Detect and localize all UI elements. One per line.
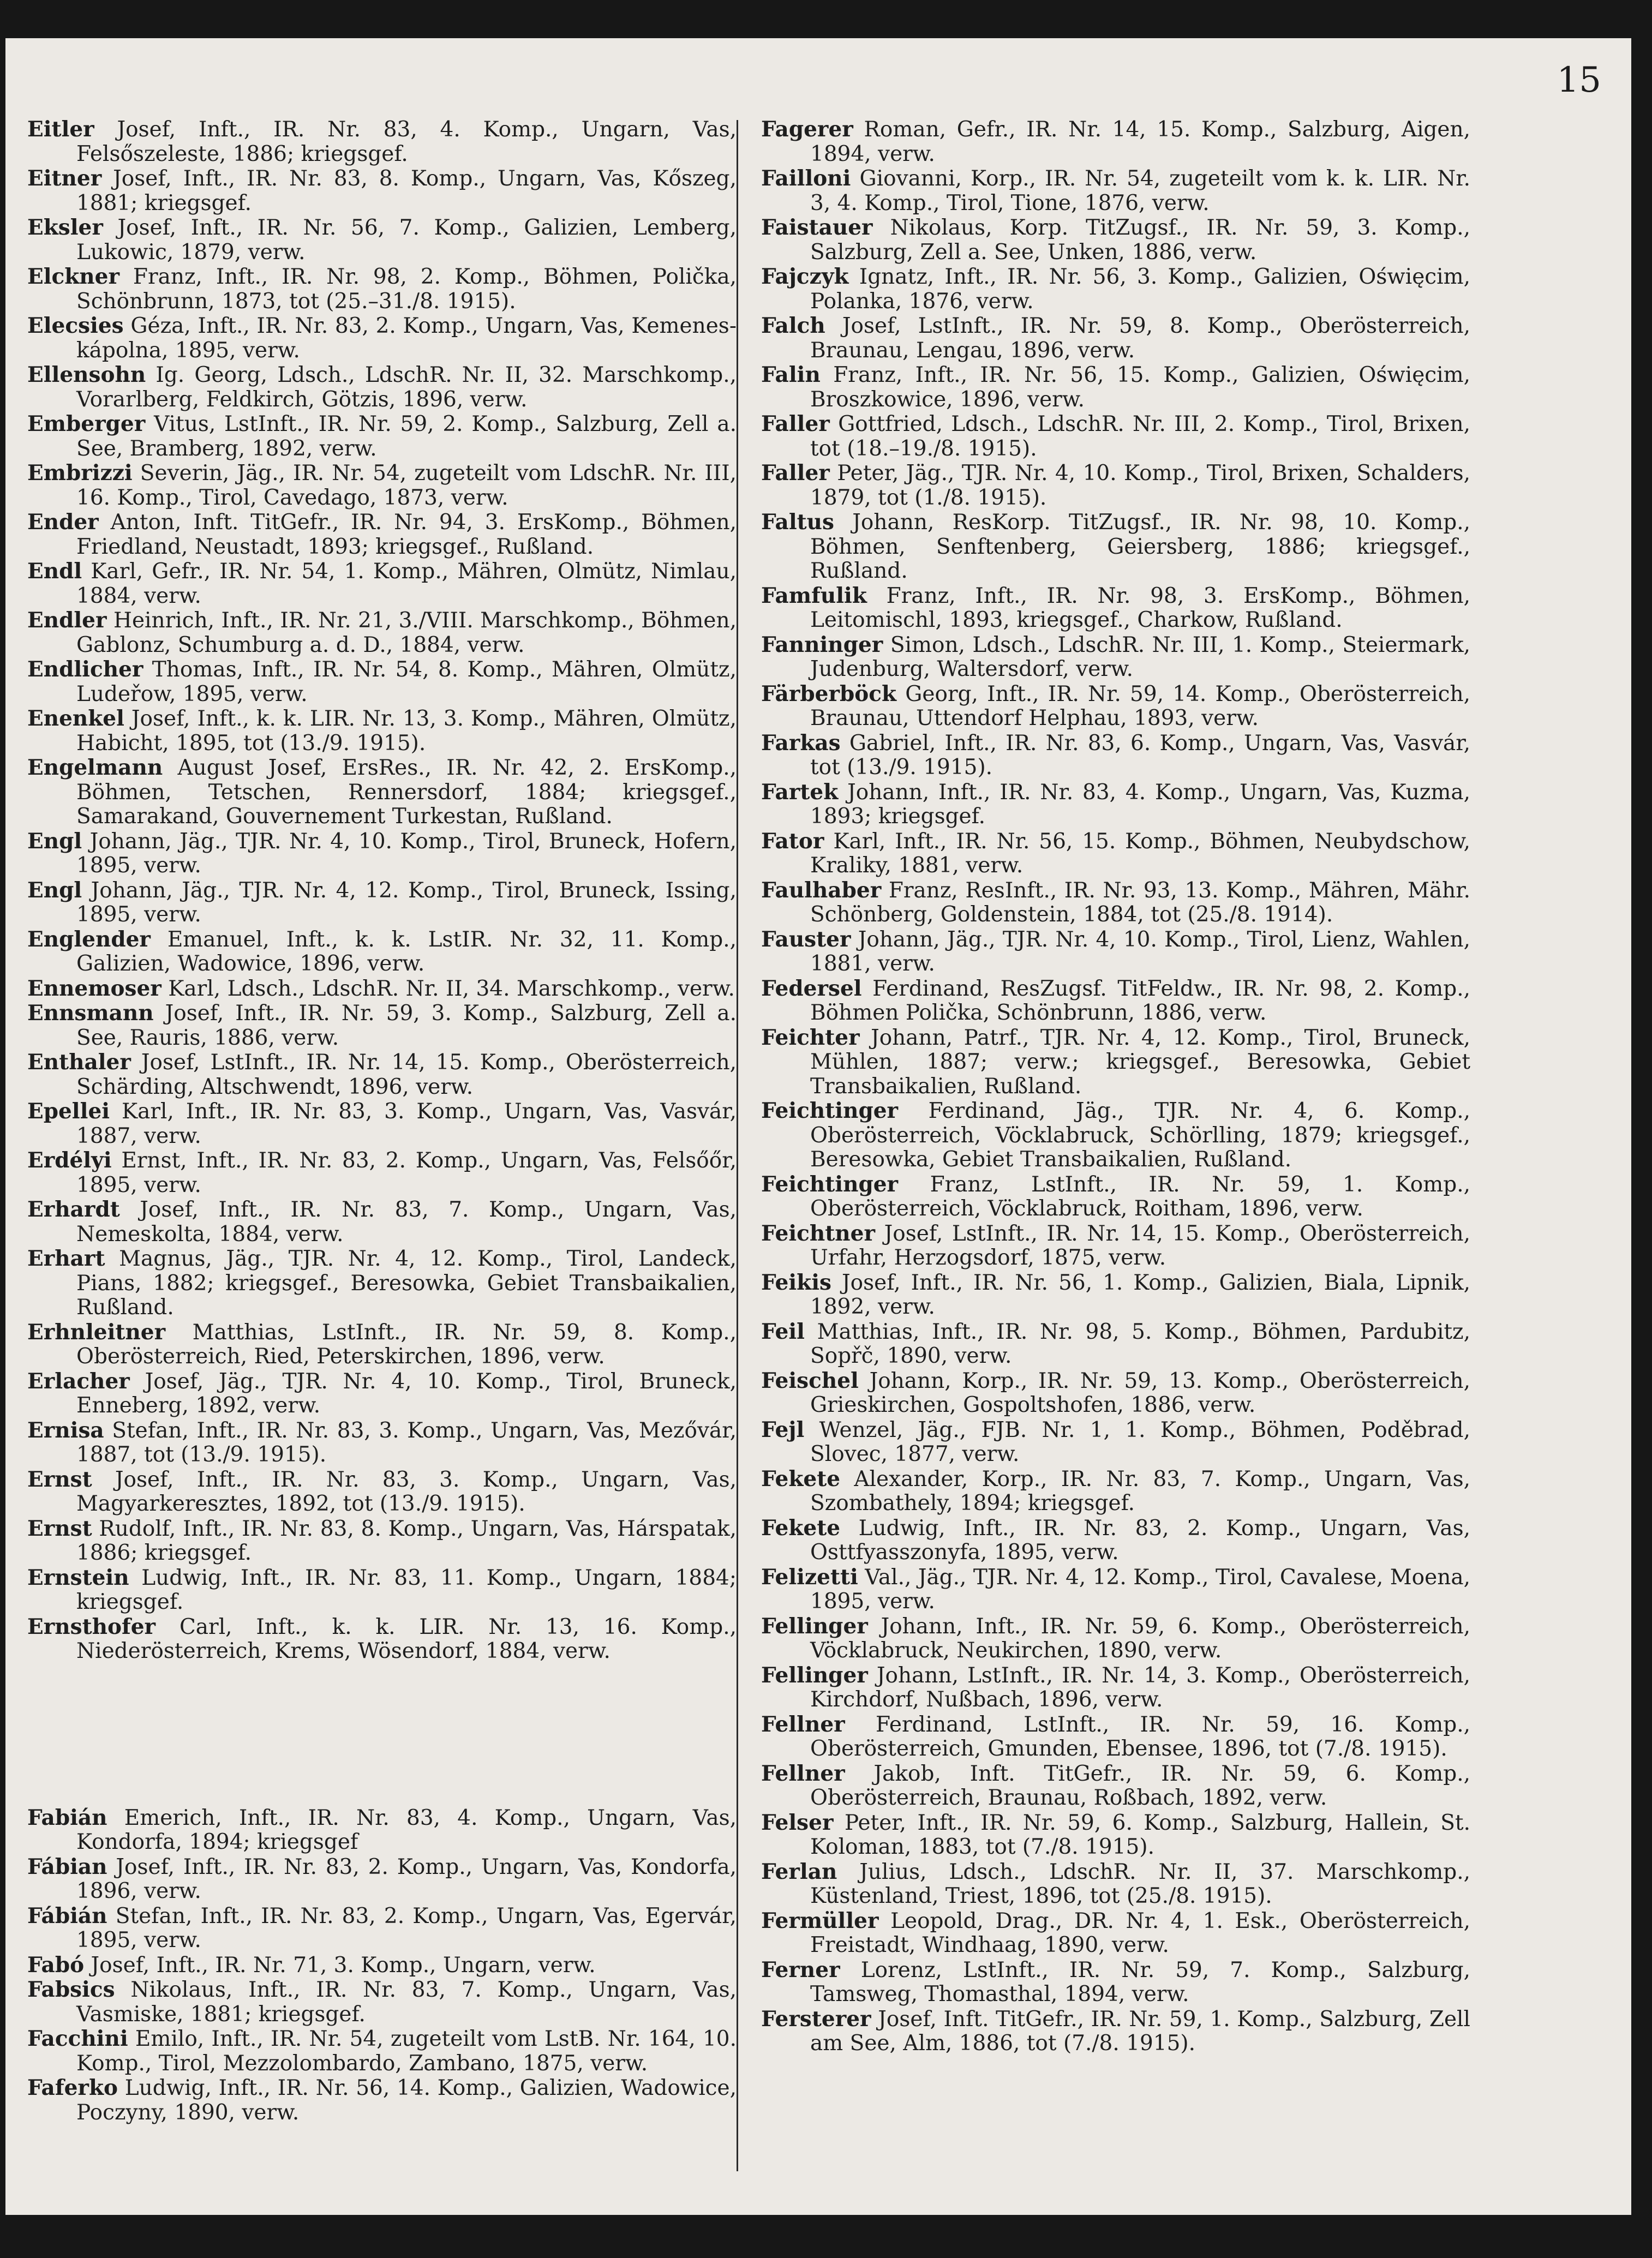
entry-details: Franz, ResInft., IR. Nr. 93, 13. Komp., Mähren, Mähr. Schönberg, Goldenstein, 1884, tot (25./8. 1914).	[810, 878, 1470, 927]
entry-details: Josef, Inft., IR. Nr. 83, 8. Komp., Ungarn, Vas, Kőszeg, 1881; kriegsgef.	[76, 166, 737, 215]
entry-surname: Elecsies	[27, 313, 124, 338]
list-entry	[27, 166, 737, 215]
entry-surname: Faferko	[27, 2075, 118, 2100]
list-entry	[27, 977, 737, 1002]
list-entry	[27, 215, 737, 265]
entry-surname: Fabsics	[27, 1977, 115, 2002]
entry-surname: Fanninger	[761, 632, 883, 657]
entry-surname: Ferner	[761, 1957, 840, 1983]
list-entry	[27, 1978, 737, 2027]
entry-details: Johann, Korp., IR. Nr. 59, 13. Komp., Oberösterreich, Grieskirchen, Gospoltshofen, 1886, verw.	[810, 1368, 1471, 1417]
entry-surname: Endler	[27, 608, 107, 633]
entry-details: Heinrich, Inft., IR. Nr. 21, 3./VIII. Marschkomp., Böhmen, Gablonz, Schumburg a. d. D., 1884, verw.	[76, 608, 737, 657]
entry-details: Josef, Inft. TitGefr., IR. Nr. 59, 1. Komp., Salzburg, Zell am See, Alm, 1886, tot (7./8. 1915).	[810, 2007, 1470, 2056]
entry-details: Franz, LstInft., IR. Nr. 59, 1. Komp., Oberösterreich, Vöcklabruck, Roitham, 1896, verw.	[810, 1172, 1470, 1221]
list-entry	[27, 1369, 737, 1418]
entry-surname: Erhnleitner	[27, 1319, 166, 1345]
entry-surname: Endlicher	[27, 657, 143, 682]
scanned-page	[5, 38, 1631, 2215]
entry-details: Ludwig, Inft., IR. Nr. 83, 11. Komp., Ungarn, 1884; kriegsgef.	[76, 1565, 737, 1614]
entry-details: Josef, LstInft., IR. Nr. 14, 15. Komp., Oberösterreich, Schärding, Altschwendt, 1896, verw.	[76, 1050, 737, 1099]
entry-details: Alexander, Korp., IR. Nr. 83, 7. Komp., Ungarn, Vas, Szombathely, 1894; kriegsgef.	[810, 1466, 1470, 1516]
entry-surname: Feichtinger	[761, 1098, 899, 1123]
entry-details: Emilo, Inft., IR. Nr. 54, zugeteilt vom LstB. Nr. 164, 10. Komp., Tirol, Mezzolombardo, Zambano, 1875, verw.	[76, 2027, 737, 2076]
entry-details: Nikolaus, Inft., IR. Nr. 83, 7. Komp., Ungarn, Vas, Vasmiske, 1881; kriegsgef.	[76, 1978, 737, 2027]
entry-surname: Erdélyi	[27, 1148, 112, 1173]
entry-surname: Erhardt	[27, 1197, 120, 1222]
entry-surname: Feikis	[761, 1269, 831, 1295]
entry-details: Johann, ResKorp. TitZugsf., IR. Nr. 98, 10. Komp., Böhmen, Senftenberg, Geiersberg, 1886; kriegsgef., Rußland.	[810, 510, 1470, 583]
entry-details: Josef, LstInft., IR. Nr. 14, 15. Komp., Oberösterreich, Urfahr, Herzogsdorf, 1875, verw.	[810, 1221, 1470, 1270]
entry-surname: Ernst	[27, 1466, 92, 1492]
list-entry	[27, 756, 737, 829]
entry-details: Rudolf, Inft., IR. Nr. 83, 8. Komp., Ungarn, Vas, Hárspatak, 1886; kriegsgef.	[76, 1516, 737, 1565]
list-entry	[761, 1271, 1470, 1320]
entry-surname: Fekete	[761, 1515, 841, 1541]
entry-surname: Fábián	[27, 1903, 107, 1928]
list-entry	[27, 878, 737, 927]
list-entry	[761, 1762, 1470, 1811]
entry-surname: Faller	[761, 460, 830, 486]
list-entry	[761, 584, 1470, 633]
entry-details: Ferdinand, LstInft., IR. Nr. 59, 16. Komp., Oberösterreich, Gmunden, Ebensee, 1896, tot (7./8. 1915).	[810, 1712, 1470, 1761]
list-entry	[761, 363, 1470, 412]
entry-details: Ferdinand, ResZugsf. TitFeldw., IR. Nr. 98, 2. Komp., Böhmen Polička, Schönbrunn, 1886, verw.	[810, 976, 1470, 1025]
list-entry	[27, 927, 737, 977]
section-gap	[27, 1664, 737, 1806]
entry-surname: Fermüller	[761, 1908, 879, 1933]
entry-surname: Ellensohn	[27, 362, 146, 387]
entry-details: Josef, Inft., IR. Nr. 59, 3. Komp., Salzburg, Zell a. See, Rauris, 1886, verw.	[76, 1001, 737, 1050]
entry-details: Ludwig, Inft., IR. Nr. 83, 2. Komp., Ungarn, Vas, Osttfyasszonyfa, 1895, verw.	[810, 1516, 1470, 1565]
list-entry	[761, 314, 1470, 363]
entry-surname: Faistauer	[761, 215, 873, 240]
entry-surname: Färberböck	[761, 681, 897, 706]
entry-surname: Ernisa	[27, 1417, 104, 1443]
list-entry	[27, 1148, 737, 1197]
page-number: 15	[1557, 60, 1601, 100]
entry-surname: Engelmann	[27, 755, 163, 780]
list-entry	[27, 1468, 737, 1517]
entries-f	[27, 1806, 737, 2125]
list-entry	[761, 633, 1470, 682]
entry-details: Ludwig, Inft., IR. Nr. 56, 14. Komp., Galizien, Wadowice, Poczyny, 1890, verw.	[76, 2076, 737, 2125]
list-entry	[761, 510, 1470, 584]
entry-surname: Engl	[27, 828, 82, 854]
right-column	[761, 117, 1470, 2056]
entry-surname: Ennemoser	[27, 975, 161, 1001]
entry-details: Vitus, LstInft., IR. Nr. 59, 2. Komp., Salzburg, Zell a. See, Bramberg, 1892, verw.	[76, 412, 737, 461]
list-entry	[761, 1712, 1470, 1762]
entry-details: Géza, Inft., IR. Nr. 83, 2. Komp., Ungarn, Vas, Kemenes-kápolna, 1895, verw.	[76, 314, 737, 363]
entry-surname: Facchini	[27, 2026, 128, 2051]
entry-surname: Fekete	[761, 1466, 841, 1492]
entry-details: Peter, Inft., IR. Nr. 59, 6. Komp., Salzburg, Hallein, St. Koloman, 1883, tot (7./8. 1915).	[810, 1810, 1470, 1859]
list-entry	[761, 878, 1470, 927]
entry-details: Nikolaus, Korp. TitZugsf., IR. Nr. 59, 3. Komp., Salzburg, Zell a. See, Unken, 1886, verw.	[810, 215, 1470, 265]
list-entry	[27, 829, 737, 878]
entry-surname: Eitler	[27, 117, 94, 142]
entries-e	[27, 117, 737, 1664]
list-entry	[761, 1811, 1470, 1860]
entry-surname: Fersterer	[761, 2006, 871, 2032]
entry-details: Peter, Jäg., TJR. Nr. 4, 10. Komp., Tirol, Brixen, Schalders, 1879, tot (1./8. 1915).	[810, 461, 1470, 510]
list-entry	[761, 166, 1470, 215]
list-entry	[27, 1099, 737, 1148]
entry-details: Gabriel, Inft., IR. Nr. 83, 6. Komp., Ungarn, Vas, Vasvár, tot (13./9. 1915).	[810, 730, 1470, 780]
list-entry	[761, 412, 1470, 461]
list-entry	[27, 559, 737, 608]
entry-surname: Engl	[27, 877, 82, 903]
entry-details: Georg, Inft., IR. Nr. 59, 14. Komp., Oberösterreich, Braunau, Uttendorf Helphau, 1893, verw.	[810, 681, 1470, 730]
entry-surname: Ferlan	[761, 1859, 837, 1884]
list-entry	[761, 1516, 1470, 1565]
list-entry	[761, 977, 1470, 1026]
list-entry	[761, 2007, 1470, 2056]
list-entry	[761, 1320, 1470, 1369]
entry-surname: Fábian	[27, 1854, 107, 1879]
list-entry	[27, 265, 737, 314]
entry-surname: Ennsmann	[27, 1001, 154, 1026]
entry-surname: Ernst	[27, 1516, 92, 1541]
list-entry	[27, 1001, 737, 1050]
entry-surname: Fabián	[27, 1805, 107, 1830]
list-entry	[761, 927, 1470, 977]
entry-surname: Ernsthofer	[27, 1614, 156, 1639]
list-entry	[761, 1369, 1470, 1418]
list-entry	[761, 1467, 1470, 1516]
column-divider	[737, 120, 738, 2171]
list-entry	[27, 1418, 737, 1468]
entry-surname: Falin	[761, 362, 821, 387]
entry-surname: Erlacher	[27, 1368, 130, 1394]
entry-details: Ernst, Inft., IR. Nr. 83, 2. Komp., Ungarn, Vas, Felsőőr, 1895, verw.	[76, 1148, 737, 1197]
entry-details: Magnus, Jäg., TJR. Nr. 4, 12. Komp., Tirol, Landeck, Pians, 1882; kriegsgef., Beresowka, Gebiet Transbaikalien, Rußland.	[76, 1247, 737, 1320]
entry-surname: Faltus	[761, 510, 834, 535]
list-entry	[761, 1958, 1470, 2007]
entry-details: Stefan, Inft., IR. Nr. 83, 3. Komp., Ungarn, Vas, Mezővár, 1887, tot (13./9. 1915).	[76, 1418, 737, 1467]
list-entry	[27, 314, 737, 363]
list-entry	[761, 461, 1470, 510]
entry-surname: Fajczyk	[761, 264, 849, 289]
entry-details: Severin, Jäg., IR. Nr. 54, zugeteilt vom LdschR. Nr. III, 16. Komp., Tirol, Cavedago, 1873, verw.	[76, 461, 737, 510]
list-entry	[761, 265, 1470, 314]
entry-details: Josef, Inft., IR. Nr. 56, 1. Komp., Galizien, Biala, Lipnik, 1892, verw.	[810, 1270, 1470, 1319]
entry-details: Franz, Inft., IR. Nr. 98, 2. Komp., Böhmen, Polička, Schönbrunn, 1873, tot (25.–31./8. 1915).	[76, 265, 737, 314]
list-entry	[761, 215, 1470, 265]
list-entry	[27, 2027, 737, 2076]
list-entry	[27, 1517, 737, 1566]
list-entry	[27, 1855, 737, 1904]
entry-surname: Fabó	[27, 1952, 85, 1978]
entry-surname: Fellinger	[761, 1662, 868, 1688]
entry-surname: Fator	[761, 828, 824, 854]
entry-surname: Englender	[27, 926, 151, 952]
entry-details: Josef, LstInft., IR. Nr. 59, 8. Komp., Oberösterreich, Braunau, Lengau, 1896, verw.	[810, 314, 1470, 363]
entry-surname: Faulhaber	[761, 877, 882, 903]
entry-details: Simon, Ldsch., LdschR. Nr. III, 1. Komp., Steiermark, Judenburg, Waltersdorf, verw.	[810, 632, 1470, 681]
entry-details: Johann, Jäg., TJR. Nr. 4, 10. Komp., Tirol, Bruneck, Hofern, 1895, verw.	[76, 829, 737, 878]
list-entry	[761, 1172, 1470, 1221]
entry-details: August Josef, ErsRes., IR. Nr. 42, 2. ErsKomp., Böhmen, Tetschen, Rennersdorf, 1884; kriegsgef., Samarakand, Gouvernement Turkestan, Rußland.	[76, 756, 737, 829]
list-entry	[27, 657, 737, 706]
entry-details: Karl, Inft., IR. Nr. 83, 3. Komp., Ungarn, Vas, Vasvár, 1887, verw.	[76, 1099, 737, 1148]
entry-details: Johann, Inft., IR. Nr. 59, 6. Komp., Oberösterreich, Vöcklabruck, Neukirchen, 1890, verw.	[810, 1614, 1470, 1663]
entry-surname: Feichtinger	[761, 1171, 899, 1197]
entry-surname: Epellei	[27, 1099, 110, 1124]
entry-details: Josef, Jäg., TJR. Nr. 4, 10. Komp., Tirol, Bruneck, Enneberg, 1892, verw.	[76, 1369, 737, 1418]
entry-surname: Felizetti	[761, 1564, 858, 1590]
list-entry	[27, 117, 737, 166]
entry-surname: Fauster	[761, 926, 851, 952]
entry-details: Josef, Inft., k. k. LIR. Nr. 13, 3. Komp., Mähren, Olmütz, Habicht, 1895, tot (13./9. 1915).	[76, 706, 737, 756]
entry-surname: Fellner	[761, 1760, 845, 1786]
entry-surname: Emberger	[27, 411, 146, 436]
entry-surname: Failloni	[761, 166, 851, 191]
entry-details: Matthias, Inft., IR. Nr. 98, 5. Komp., Böhmen, Pardubitz, Sopřč, 1890, verw.	[810, 1319, 1470, 1368]
entry-details: Josef, Inft., IR. Nr. 83, 2. Komp., Ungarn, Vas, Kondorfa, 1896, verw.	[76, 1854, 737, 1903]
entry-details: Johann, Inft., IR. Nr. 83, 4. Komp., Ungarn, Vas, Kuzma, 1893; kriegsgef.	[810, 780, 1470, 829]
entry-surname: Ernstein	[27, 1565, 129, 1590]
entry-details: Josef, Inft., IR. Nr. 83, 3. Komp., Ungarn, Vas, Magyarkeresztes, 1892, tot (13./9. 1915).	[76, 1467, 737, 1516]
list-entry	[27, 706, 737, 756]
entry-details: Ferdinand, Jäg., TJR. Nr. 4, 6. Komp., Oberösterreich, Vöcklabruck, Schörlling, 1879; kriegsgef., Beresowka, Gebiet Transbaikalien, Rußland.	[810, 1099, 1470, 1172]
entry-details: Val., Jäg., TJR. Nr. 4, 12. Komp., Tirol, Cavalese, Moena, 1895, verw.	[810, 1565, 1470, 1614]
entry-surname: Feichter	[761, 1025, 860, 1050]
entry-details: Lorenz, LstInft., IR. Nr. 59, 7. Komp., Salzburg, Tamsweg, Thomasthal, 1894, verw.	[810, 1957, 1470, 2007]
entry-surname: Ender	[27, 510, 99, 535]
list-entry	[27, 1953, 737, 1978]
list-entry	[761, 1614, 1470, 1663]
entry-surname: Fagerer	[761, 117, 853, 142]
entry-details: Anton, Inft. TitGefr., IR. Nr. 94, 3. ErsKomp., Böhmen, Friedland, Neustadt, 1893; kriegsgef., Rußland.	[76, 510, 737, 559]
list-entry	[761, 780, 1470, 829]
entry-details: Ignatz, Inft., IR. Nr. 56, 3. Komp., Galizien, Oświęcim, Polanka, 1876, verw.	[810, 265, 1470, 314]
entry-details: Emerich, Inft., IR. Nr. 83, 4. Komp., Ungarn, Vas, Kondorfa, 1894; kriegsgef	[76, 1805, 737, 1854]
entry-surname: Eksler	[27, 215, 103, 240]
entry-details: Josef, Inft., IR. Nr. 83, 7. Komp., Ungarn, Vas, Nemeskolta, 1884, verw.	[76, 1197, 737, 1247]
entry-surname: Erhart	[27, 1246, 105, 1271]
entry-details: Johann, Jäg., TJR. Nr. 4, 10. Komp., Tirol, Lienz, Wahlen, 1881, verw.	[810, 927, 1470, 976]
entry-surname: Embrizzi	[27, 460, 133, 486]
entry-surname: Eitner	[27, 166, 102, 191]
list-entry	[761, 1909, 1470, 1958]
entry-details: Emanuel, Inft., k. k. LstIR. Nr. 32, 11. Komp., Galizien, Wadowice, 1896, verw.	[76, 927, 737, 976]
entry-details: Josef, Inft., IR. Nr. 83, 4. Komp., Ungarn, Vas, Felsőszeleste, 1886; kriegsgef.	[76, 117, 737, 166]
list-entry	[761, 1663, 1470, 1712]
entry-details: Roman, Gefr., IR. Nr. 14, 15. Komp., Salzburg, Aigen, 1894, verw.	[810, 117, 1470, 166]
list-entry	[27, 510, 737, 559]
entry-details: Leopold, Drag., DR. Nr. 4, 1. Esk., Oberösterreich, Freistadt, Windhaag, 1890, verw.	[810, 1908, 1470, 1957]
entry-details: Wenzel, Jäg., FJB. Nr. 1, 1. Komp., Böhmen, Poděbrad, Slovec, 1877, verw.	[810, 1417, 1470, 1466]
entry-details: Stefan, Inft., IR. Nr. 83, 2. Komp., Ungarn, Vas, Egervár, 1895, verw.	[76, 1903, 737, 1952]
list-entry	[27, 2076, 737, 2125]
entry-details: Josef, Inft., IR. Nr. 71, 3. Komp., Ungarn, verw.	[91, 1952, 596, 1978]
entry-details: Karl, Inft., IR. Nr. 56, 15. Komp., Böhmen, Neubydschow, Kraliky, 1881, verw.	[810, 829, 1470, 878]
entry-surname: Fellinger	[761, 1613, 868, 1639]
entry-surname: Fejl	[761, 1417, 805, 1442]
list-entry	[27, 412, 737, 461]
entry-details: Johann, Jäg., TJR. Nr. 4, 12. Komp., Tirol, Bruneck, Issing, 1895, verw.	[76, 878, 737, 927]
list-entry	[27, 1197, 737, 1247]
entry-surname: Farkas	[761, 730, 841, 756]
left-column	[27, 117, 737, 2125]
list-entry	[27, 608, 737, 657]
entries-f-continued	[761, 117, 1470, 2056]
list-entry	[27, 1615, 737, 1664]
list-entry	[761, 1860, 1470, 1909]
entry-details: Ig. Georg, Ldsch., LdschR. Nr. II, 32. Marschkomp., Vorarlberg, Feldkirch, Götzis, 1896, verw.	[76, 363, 737, 412]
entry-surname: Elckner	[27, 264, 120, 289]
entry-details: Franz, Inft., IR. Nr. 56, 15. Komp., Galizien, Oświęcim, Broszkowice, 1896, verw.	[810, 363, 1470, 412]
list-entry	[27, 461, 737, 510]
entry-surname: Federsel	[761, 975, 862, 1001]
entry-details: Karl, Ldsch., LdschR. Nr. II, 34. Marschkomp., verw.	[168, 976, 735, 1001]
entry-details: Josef, Inft., IR. Nr. 56, 7. Komp., Galizien, Lemberg, Lukowic, 1879, verw.	[76, 215, 737, 265]
entry-details: Franz, Inft., IR. Nr. 98, 3. ErsKomp., Böhmen, Leitomischl, 1893, kriegsgef., Charkow, Rußland.	[810, 583, 1470, 632]
entry-details: Julius, Ldsch., LdschR. Nr. II, 37. Marschkomp., Küstenland, Triest, 1896, tot (25./8. 1915).	[810, 1859, 1470, 1908]
entry-details: Thomas, Inft., IR. Nr. 54, 8. Komp., Mähren, Olmütz, Ludeřow, 1895, verw.	[76, 657, 737, 706]
entry-surname: Endl	[27, 559, 82, 584]
list-entry	[761, 117, 1470, 166]
entry-surname: Fellner	[761, 1711, 845, 1737]
entry-details: Gottfried, Ldsch., LdschR. Nr. III, 2. Komp., Tirol, Brixen, tot (18.–19./8. 1915).	[810, 412, 1470, 461]
entry-details: Karl, Gefr., IR. Nr. 54, 1. Komp., Mähren, Olmütz, Nimlau, 1884, verw.	[76, 559, 737, 608]
list-entry	[761, 1418, 1470, 1467]
entry-surname: Feischel	[761, 1368, 859, 1393]
entry-details: Matthias, LstInft., IR. Nr. 59, 8. Komp., Oberösterreich, Ried, Peterskirchen, 1896, verw.	[76, 1320, 737, 1369]
entry-details: Johann, Patrf., TJR. Nr. 4, 12. Komp., Tirol, Bruneck, Mühlen, 1887; verw.; kriegsgef., Beresowka, Gebiet Transbaikalien, Rußland.	[810, 1025, 1470, 1099]
entry-surname: Faller	[761, 411, 830, 436]
list-entry	[27, 1806, 737, 1855]
list-entry	[27, 363, 737, 412]
list-entry	[27, 1566, 737, 1615]
list-entry	[761, 1565, 1470, 1614]
list-entry	[27, 1320, 737, 1369]
list-entry	[761, 1099, 1470, 1172]
entry-surname: Feichtner	[761, 1220, 876, 1246]
entry-surname: Enthaler	[27, 1050, 131, 1075]
list-entry	[761, 1221, 1470, 1271]
entry-surname: Felser	[761, 1810, 834, 1835]
list-entry	[761, 731, 1470, 780]
list-entry	[27, 1247, 737, 1320]
list-entry	[761, 1026, 1470, 1099]
entry-surname: Fartek	[761, 779, 839, 805]
entry-details: Johann, LstInft., IR. Nr. 14, 3. Komp., Oberösterreich, Kirchdorf, Nußbach, 1896, verw.	[810, 1663, 1470, 1712]
entry-surname: Famfulik	[761, 583, 867, 608]
entry-surname: Feil	[761, 1319, 805, 1344]
list-entry	[761, 682, 1470, 731]
entry-details: Giovanni, Korp., IR. Nr. 54, zugeteilt vom k. k. LIR. Nr. 3, 4. Komp., Tirol, Tione, 1876, verw.	[810, 166, 1470, 215]
entry-surname: Enenkel	[27, 706, 124, 731]
list-entry	[27, 1050, 737, 1099]
entry-surname: Falch	[761, 313, 825, 338]
entry-details: Carl, Inft., k. k. LIR. Nr. 13, 16. Komp., Niederösterreich, Krems, Wösendorf, 1884, verw.	[76, 1614, 737, 1663]
list-entry	[27, 1904, 737, 1953]
entry-details: Jakob, Inft. TitGefr., IR. Nr. 59, 6. Komp., Oberösterreich, Braunau, Roßbach, 1892, verw.	[810, 1761, 1470, 1810]
list-entry	[761, 829, 1470, 878]
